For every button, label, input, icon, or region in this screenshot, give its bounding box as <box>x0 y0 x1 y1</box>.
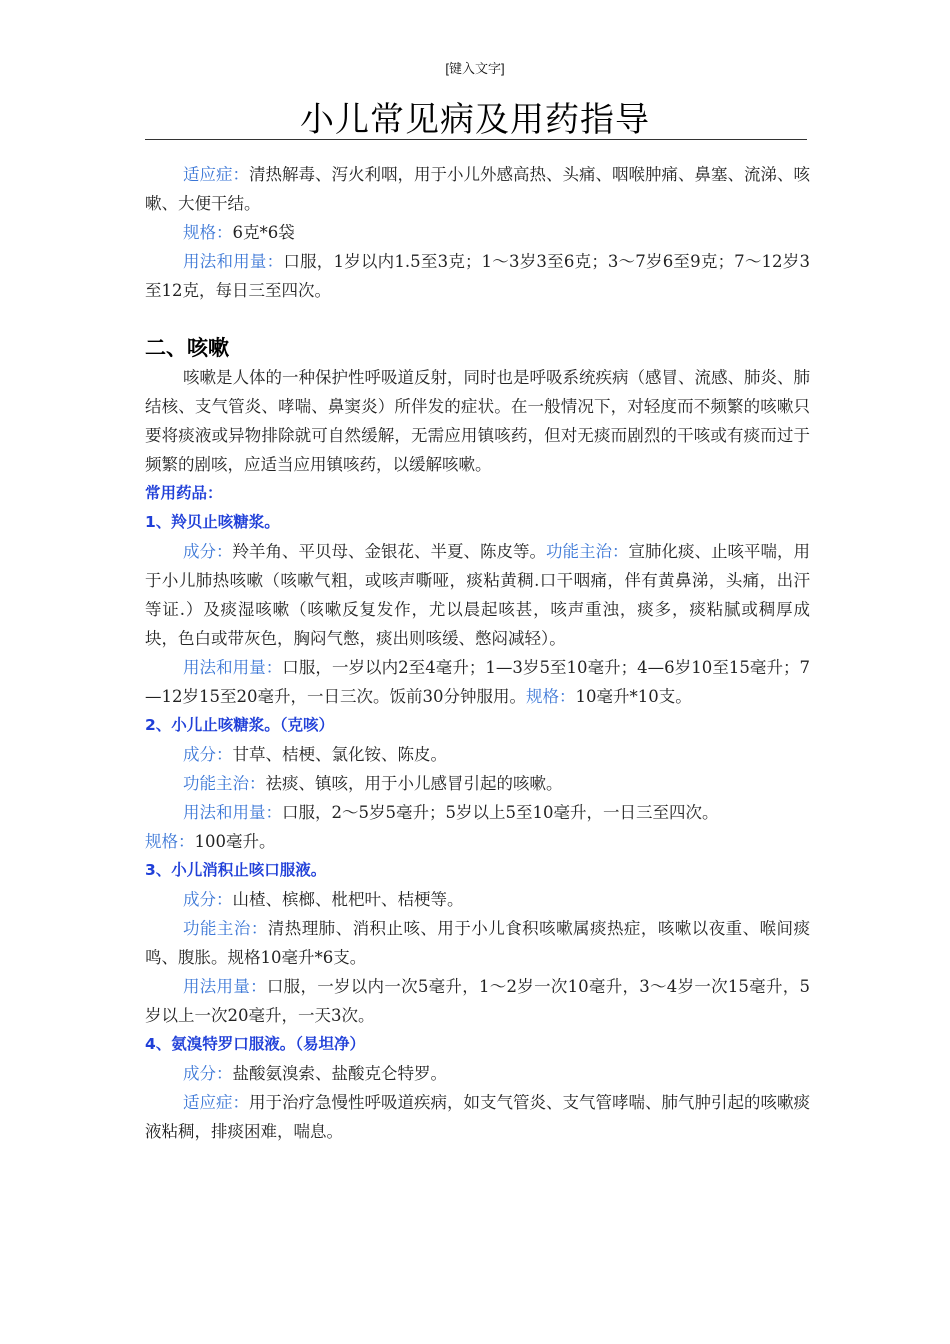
spec-paragraph <box>145 218 810 247</box>
drug-3-usage <box>145 972 810 1030</box>
indication-text: 清热解毒、泻火利咽，用于小儿外感高热、头痛、咽喉肿痛、鼻塞、流涕、咳嗽、大便干结。 <box>145 165 810 213</box>
drug-3-heading: 3、小儿消积止咳口服液。 <box>145 861 327 879</box>
drug-1-spec-label: 规格： <box>525 687 576 706</box>
drug-2-usage-label: 用法和用量： <box>183 803 282 822</box>
drug-1-usage-text: 口服，一岁以内2至4毫升；1—3岁5至10毫升；4—6岁10至15毫升；7—12岁15至20毫升，一日三次。饭前30分钟服用。 <box>145 658 810 706</box>
cough-intro-paragraph: 咳嗽是人体的一种保护性呼吸道反射，同时也是呼吸系统疾病（感冒、流感、肺炎、肺结核、支气管炎、哮喘、鼻窦炎）所伴发的症状。在一般情况下，对轻度而不频繁的咳嗽只要将痰液或异物排除就可自然缓解，无需应用镇咳药，但对无痰而剧烈的干咳或有痰而过于频繁的剧咳，应适当应用镇咳药，以缓解咳嗽。 <box>145 368 810 474</box>
drug-3-function <box>145 914 810 972</box>
drug-2-usage <box>145 798 810 827</box>
drug-2-spec-text: 100毫升。 <box>194 832 276 851</box>
drug-2-ingredients <box>145 740 810 769</box>
page-title: 小儿常见病及用药指导 <box>300 100 650 140</box>
drug-3-usage-label: 用法用量： <box>183 977 267 996</box>
indication-label: 适应症： <box>183 165 249 184</box>
section-heading-cough: 二、咳嗽 <box>145 336 229 360</box>
spec-label: 规格： <box>183 223 233 242</box>
usage-label: 用法和用量： <box>183 252 284 271</box>
drug-3-ingredients <box>145 885 810 914</box>
drug-2-heading: 2、小儿止咳糖浆。（克咳） <box>145 716 335 734</box>
drug-4-heading: 4、氨溴特罗口服液。（易坦净） <box>145 1035 366 1053</box>
drug-2-spec <box>145 827 810 856</box>
spec-text: 6克*6袋 <box>232 223 295 242</box>
drug-4-indication-text: 用于治疗急慢性呼吸道疾病，如支气管炎、支气管哮喘、肺气肿引起的咳嗽痰液粘稠，排痰困难，喘息。 <box>145 1093 810 1141</box>
drug-3-ingredients-label: 成分： <box>183 890 233 909</box>
drug-1-ingredients-label: 成分： <box>183 542 233 561</box>
drug-2-usage-text: 口服，2～5岁5毫升；5岁以上5至10毫升，一日三至四次。 <box>282 803 719 822</box>
indication-paragraph <box>145 160 810 218</box>
drug-4-ingredients-label: 成分： <box>183 1064 233 1083</box>
drug-1-function-label: 功能主治： <box>546 542 629 561</box>
drug-2-function <box>145 769 810 798</box>
drug-1-usage-label: 用法和用量： <box>183 658 283 677</box>
drug-1-spec-text: 10毫升*10支。 <box>575 687 692 706</box>
title-divider <box>145 139 807 140</box>
drug-1-usage-spec <box>145 653 810 711</box>
drug-4-ingredients <box>145 1059 810 1088</box>
drug-2-ingredients-label: 成分： <box>183 745 233 764</box>
header-note: [键入文字] <box>445 61 505 76</box>
drug-1-heading: 1、羚贝止咳糖浆。 <box>145 513 280 531</box>
common-drugs-heading: 常用药品： <box>145 484 223 502</box>
drug-1-ingredients-function <box>145 537 810 653</box>
usage-text: 口服，1岁以内1.5至3克；1～3岁3至6克；3～7岁6至9克；7～12岁3至12克，每日三至四次。 <box>145 252 810 300</box>
usage-paragraph <box>145 247 810 305</box>
drug-1-ingredients-text: 羚羊角、平贝母、金银花、半夏、陈皮等。 <box>232 542 546 561</box>
drug-3-usage-text: 口服，一岁以内一次5毫升，1～2岁一次10毫升，3～4岁一次15毫升，5岁以上一次20毫升，一天3次。 <box>145 977 811 1025</box>
drug-2-function-label: 功能主治： <box>183 774 266 793</box>
drug-4-indication <box>145 1088 810 1146</box>
drug-2-spec-label: 规格： <box>145 832 195 851</box>
drug-2-ingredients-text: 甘草、桔梗、氯化铵、陈皮。 <box>232 745 447 764</box>
drug-3-function-text: 清热理肺、消积止咳、用于小儿食积咳嗽属痰热症，咳嗽以夜重、喉间痰鸣、腹胀。规格10毫升*6支。 <box>145 919 811 967</box>
drug-1-function-text: 宣肺化痰、止咳平喘，用于小儿肺热咳嗽（咳嗽气粗，或咳声嘶哑，痰粘黄稠.口干咽痛，伴有黄鼻涕，头痛，出汗等证.）及痰湿咳嗽（咳嗽反复发作，尤以晨起咳甚，咳声重浊，痰多，痰粘腻或稠厚成块，色白或带灰色，胸闷气憋，痰出则咳缓、憋闷减轻）。 <box>145 542 810 648</box>
drug-4-ingredients-text: 盐酸氨溴索、盐酸克仑特罗。 <box>232 1064 447 1083</box>
drug-2-function-text: 祛痰、镇咳，用于小儿感冒引起的咳嗽。 <box>265 774 563 793</box>
drug-3-function-label: 功能主治： <box>183 919 268 938</box>
drug-3-ingredients-text: 山楂、槟榔、枇杷叶、桔梗等。 <box>232 890 464 909</box>
drug-4-indication-label: 适应症： <box>183 1093 249 1112</box>
document-body <box>145 160 810 1146</box>
